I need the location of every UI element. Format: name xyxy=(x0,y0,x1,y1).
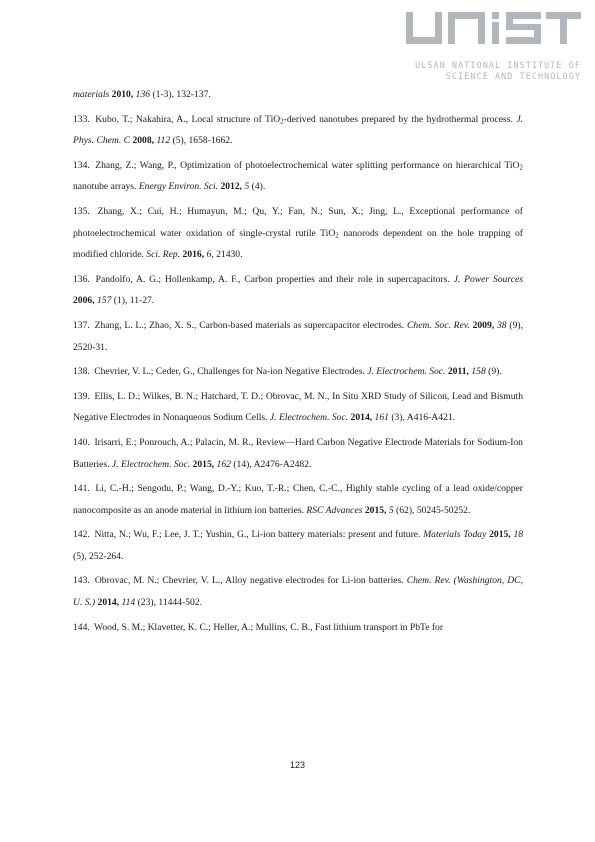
italic-text: Chem. Rev. (Washington, DC, U. S.) xyxy=(73,575,523,609)
unist-logo xyxy=(406,10,581,85)
subscript-text: 2 xyxy=(519,163,523,172)
reference-entry xyxy=(73,386,523,429)
reference-number: 144. xyxy=(73,621,90,633)
reference-text: Zhang, L. L.; Zhao, X. S., Carbon-based materials as supercapacitor electrodes. xyxy=(94,319,407,331)
reference-entry xyxy=(73,432,523,475)
reference-text: Chevrier, V. L.; Ceder, G., Challenges for Na-ion Negative Electrodes. xyxy=(94,366,368,378)
italic-text: 162 xyxy=(216,458,231,470)
reference-entry xyxy=(73,617,523,639)
reference-entry xyxy=(73,269,523,312)
reference-entry xyxy=(73,84,523,106)
reference-text: (9), 2520-31. xyxy=(73,319,524,353)
reference-text: (3), A416-A421. xyxy=(388,412,456,424)
italic-text: 5 xyxy=(244,181,250,193)
italic-text: Materials Today xyxy=(423,529,487,541)
reference-text: , 21430. xyxy=(211,249,243,261)
reference-number: 135. xyxy=(73,205,90,217)
bold-text: 2015, xyxy=(489,529,511,541)
reference-number: 134. xyxy=(73,159,90,171)
italic-text: 112 xyxy=(156,135,171,147)
subscript-text: 2 xyxy=(335,231,339,240)
reference-number: 138. xyxy=(73,366,90,378)
reference-text: (62), 50245-50252. xyxy=(393,504,471,516)
reference-text: Kubo, T.; Nakahira, A., Local structure of TiO xyxy=(95,113,281,125)
reference-text: nanotube arrays. xyxy=(73,181,139,193)
reference-text: (5), 1658-1662. xyxy=(170,135,233,147)
bold-text: 2012, xyxy=(220,181,243,193)
reference-text: (9). xyxy=(485,366,502,378)
italic-text: Sci. Rep. xyxy=(146,249,181,261)
bold-text: 2011, xyxy=(447,366,469,378)
reference-entry xyxy=(73,361,523,383)
italic-text: J. Phys. Chem. C xyxy=(73,113,524,147)
reference-text: (1-3), 132-137. xyxy=(150,89,211,100)
reference-text: (1), 11-27. xyxy=(111,295,155,307)
italic-text: J. Power Sources xyxy=(453,273,523,285)
reference-text: (14), A2476-A2482. xyxy=(230,458,312,470)
reference-number: 140. xyxy=(73,436,90,448)
bold-text: 2016, xyxy=(182,249,205,261)
italic-text: 114 xyxy=(121,597,136,609)
italic-text: materials xyxy=(73,89,110,100)
bold-text: 2006, xyxy=(73,295,95,307)
reference-entry xyxy=(73,524,523,567)
reference-text: Ellis, L. D.; Wilkes, B. N.; Hatchard, T. D.; Obrovac, M. N., In Situ XRD Study of Silicon, Lead and Bismuth Negative Electrodes in Nonaqueous Sodium Cells. xyxy=(73,390,523,424)
page-number: 123 xyxy=(289,760,306,770)
italic-text: 157 xyxy=(97,295,112,307)
reference-number: 137. xyxy=(73,319,90,331)
reference-entry xyxy=(73,155,523,198)
reference-list xyxy=(73,84,523,641)
bold-text: 2009, xyxy=(472,319,495,331)
reference-text: Pandolfo, A. G.; Hollenkamp, A. F., Carbon properties and their role in supercapacitors. xyxy=(95,273,454,285)
reference-text: Irisarri, E.; Ponrouch, A.; Palacin, M. R., Review—Hard Carbon Negative Electrode Materials for Sodium-Ion Batteries. xyxy=(73,436,523,470)
italic-text: 6 xyxy=(206,249,212,261)
italic-text: J. Electrochem. Soc. xyxy=(111,458,191,470)
reference-text: Zhang, X.; Cui, H.; Humayun, M.; Qu, Y.; Fan, N.; Sun, X.; Jing, L., Exceptional performance of photoelectrochemical water oxidation of single-crystal rutile TiO xyxy=(73,205,523,239)
reference-text: Wood, S. M.; Klavetter, K. C.; Heller, A.; Mullins, C. B., Fast lithium transport in PbTe for xyxy=(94,621,444,633)
bold-text: 2015, xyxy=(364,504,387,516)
italic-text: 18 xyxy=(513,529,524,541)
reference-text: (5), 252-264. xyxy=(73,550,124,562)
reference-text: Li, C.-H.; Sengodu, P.; Wang, D.-Y.; Kuo, T.-R.; Chen, C.-C., Highly stable cycling of a lead oxide/copper nanocomposite as an anode material in lithium ion batteries. xyxy=(73,483,523,516)
reference-text: Obrovac, M. N.; Chevrier, V. L., Alloy negative electrodes for Li-ion batteries. xyxy=(94,575,407,587)
italic-text: RSC Advances xyxy=(306,504,363,516)
italic-text: 158 xyxy=(471,366,486,378)
reference-text: (4). xyxy=(249,181,266,193)
italic-text: J. Electrochem. Soc. xyxy=(269,412,349,424)
reference-number: 133. xyxy=(73,113,90,125)
italic-text: Chem. Soc. Rev. xyxy=(407,319,470,331)
italic-text: 38 xyxy=(497,319,507,331)
italic-text: Energy Environ. Sci. xyxy=(138,181,219,193)
reference-number: 142. xyxy=(73,529,90,541)
bold-text: 2014, xyxy=(97,597,120,609)
reference-text: nanorods dependent on the hole trapping of modified chloride. xyxy=(73,227,524,261)
institution-name-line-2: SCIENCE AND TECHNOLOGY xyxy=(445,71,581,81)
reference-number: 136. xyxy=(73,273,90,285)
reference-entry xyxy=(73,478,523,521)
reference-entry xyxy=(73,570,523,613)
reference-number: 139. xyxy=(73,390,90,402)
subscript-text: 2 xyxy=(280,117,284,126)
bold-text: 2014, xyxy=(350,412,373,424)
reference-entry xyxy=(73,109,523,152)
reference-number: 141. xyxy=(73,483,90,495)
reference-text: Nitta, N.; Wu, F.; Lee, J. T.; Yushin, G., Li-ion battery materials: present and future. xyxy=(94,529,424,541)
reference-text: Zhang, Z.; Wang, P., Optimization of photoelectrochemical water splitting performance on hierarchical TiO xyxy=(95,159,520,171)
bold-text: 2010, xyxy=(111,89,134,100)
italic-text: 5 xyxy=(388,504,394,516)
institution-name-line-1: ULSAN NATIONAL INSTITUTE OF xyxy=(415,60,581,70)
italic-text: J. Electrochem. Soc. xyxy=(367,366,446,378)
unist-logo-mark xyxy=(406,10,581,46)
reference-entry xyxy=(73,315,523,358)
reference-text: -derived nanotubes prepared by the hydrothermal process. xyxy=(283,113,517,125)
bold-text: 2015, xyxy=(192,458,215,470)
bold-text: 2008, xyxy=(132,135,155,147)
italic-text: 136 xyxy=(135,89,151,100)
reference-text: (23), 11444-502. xyxy=(135,597,203,609)
reference-number: 143. xyxy=(73,575,90,587)
italic-text: 161 xyxy=(374,412,389,424)
reference-entry xyxy=(73,201,523,266)
